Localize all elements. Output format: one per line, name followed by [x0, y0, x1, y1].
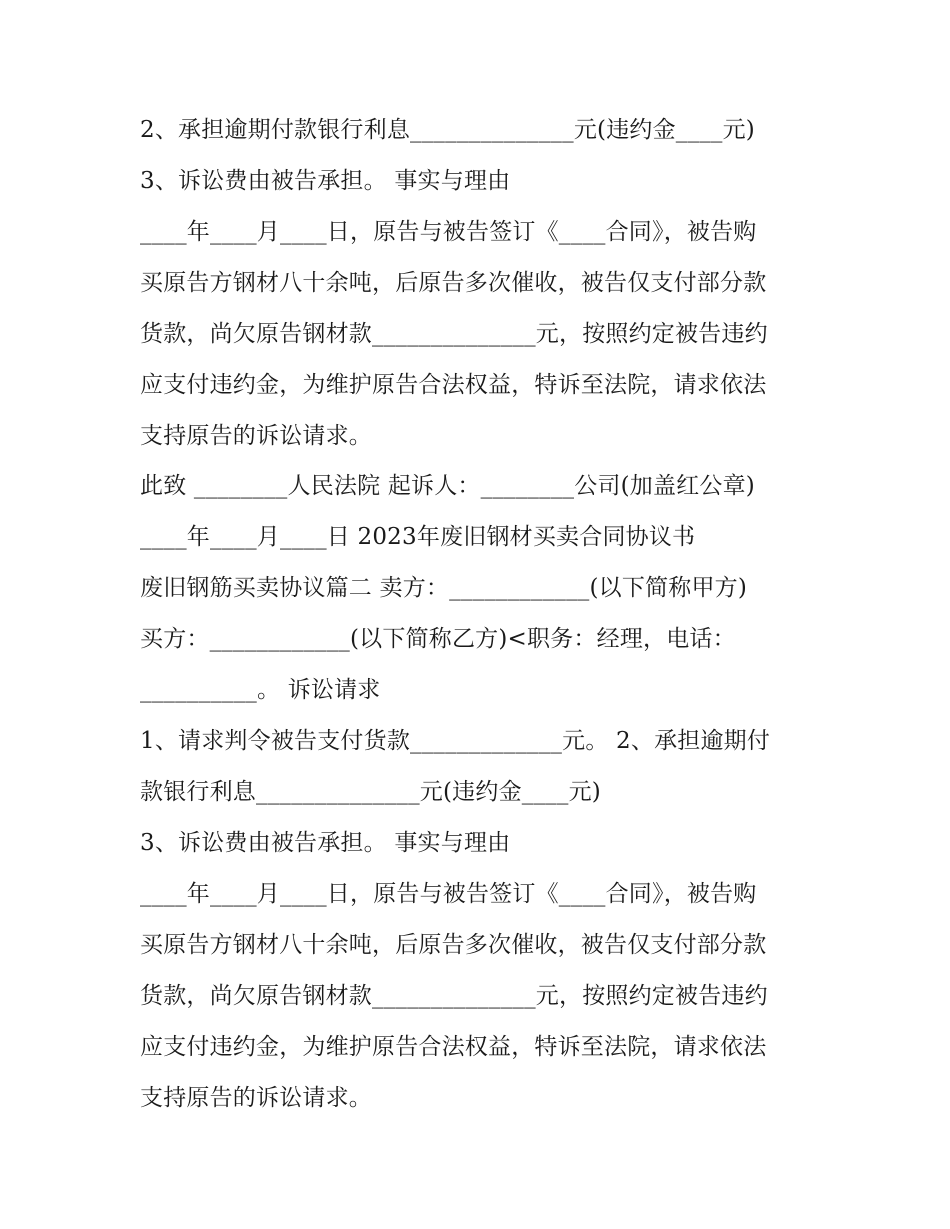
- text-line-19: 应支付违约金，为维护原告合法权益，特诉至法院，请求依法: [140, 1034, 767, 1060]
- text-line-18: 货款，尚欠原告钢材款______________元，按照约定被告违约: [140, 983, 768, 1009]
- text-line-10: 废旧钢筋买卖协议篇二 卖方：____________(以下简称甲方): [140, 575, 748, 601]
- text-line-20: 支持原告的诉讼请求。: [140, 1085, 372, 1111]
- text-line-07: 支持原告的诉讼请求。: [140, 423, 372, 449]
- text-line-13: 1、请求判令被告支付货款_____________元。 2、承担逾期付: [140, 728, 771, 754]
- text-line-03: ____年____月____日，原告与被告签订《____合同》，被告购: [140, 219, 757, 245]
- text-line-09: ____年____月____日 2023年废旧钢材买卖合同协议书: [140, 524, 696, 550]
- text-line-06: 应支付违约金，为维护原告合法权益，特诉至法院，请求依法: [140, 372, 767, 398]
- text-line-15: 3、诉讼费由被告承担。 事实与理由: [140, 830, 511, 856]
- text-line-08: 此致 ________人民法院 起诉人：________公司(加盖红公章): [140, 473, 755, 499]
- text-line-01: 2、承担逾期付款银行利息______________元(违约金____元): [140, 117, 755, 143]
- text-line-16: ____年____月____日，原告与被告签订《____合同》，被告购: [140, 881, 757, 907]
- text-line-12: __________。 诉讼请求: [140, 677, 381, 703]
- text-line-17: 买原告方钢材八十余吨，后原告多次催收，被告仅支付部分款: [140, 932, 767, 958]
- text-line-14: 款银行利息______________元(违约金____元): [140, 779, 601, 805]
- text-line-02: 3、诉讼费由被告承担。 事实与理由: [140, 168, 511, 194]
- text-line-11: 买方：____________(以下简称乙方)<职务：经理，电话：: [140, 626, 736, 652]
- text-line-04: 买原告方钢材八十余吨，后原告多次催收，被告仅支付部分款: [140, 270, 767, 296]
- text-line-05: 货款，尚欠原告钢材款______________元，按照约定被告违约: [140, 321, 768, 347]
